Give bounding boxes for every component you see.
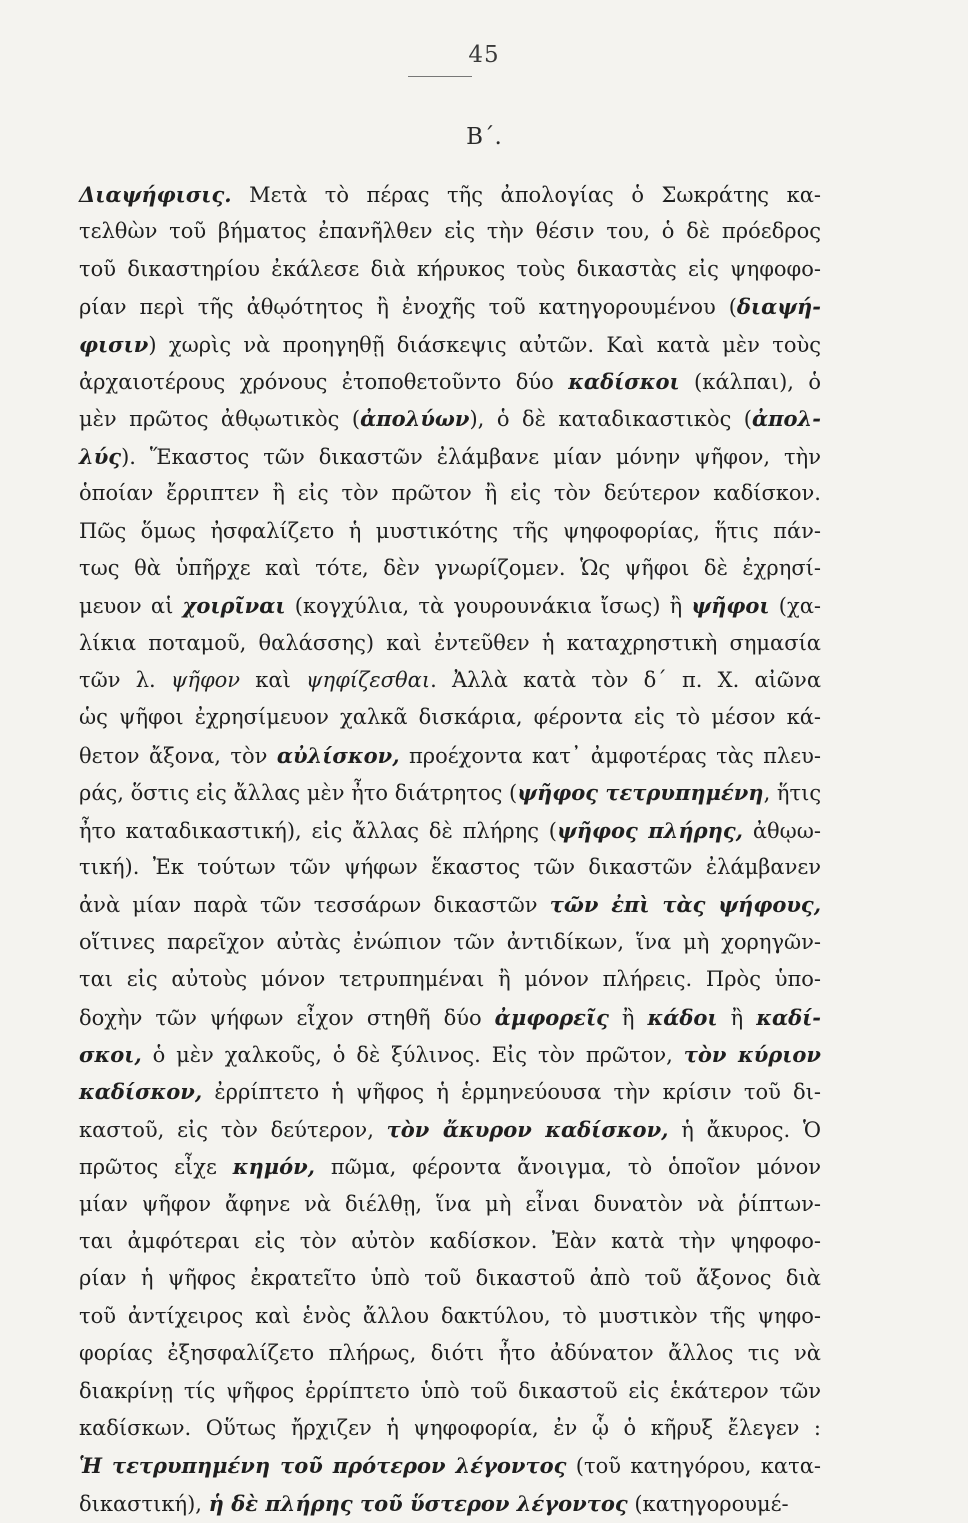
text-run: ). Ἕκαστος τῶν δικαστῶν ἐλάμβανε μίαν μόνην ψῆφον, τὴν bbox=[121, 444, 821, 469]
text-run: μευον αἱ bbox=[79, 594, 183, 619]
text-run: φορίας ἐξησφαλίζετο πλήρως, διότι ἦτο ἀδύνατον ἄλλος τις νὰ bbox=[79, 1341, 821, 1366]
text-run: Μετὰ τὸ πέρας τῆς ἀπολογίας ὁ Σωκράτης κα- bbox=[231, 183, 821, 207]
text-line bbox=[79, 326, 821, 363]
text-line bbox=[79, 1186, 821, 1223]
italic-term: ψῆφον bbox=[170, 668, 241, 693]
text-run: ται ἀμφότεραι εἰς τὸν αὐτὸν καδίσκον. Ἐὰν κατὰ τὴν ψηφοφο- bbox=[79, 1228, 821, 1253]
text-run: τική). Ἐκ τούτων τῶν ψήφων ἕκαστος τῶν δικαστῶν ἐλάμβανεν bbox=[79, 855, 821, 880]
emphasized-term: ἀμφορεῖς bbox=[494, 1004, 609, 1030]
text-line bbox=[79, 924, 821, 961]
page-number: 45 bbox=[468, 42, 500, 68]
text-run: ἦτο καταδικαστική), εἰς ἄλλας δὲ πλήρης ( bbox=[79, 818, 557, 843]
text-line bbox=[79, 999, 821, 1036]
text-run: δοχὴν τῶν ψήφων εἶχον στηθῆ δύο bbox=[79, 1005, 495, 1030]
text-run: ἐρρίπτετο ἡ ψῆφος ἡ ἑρμηνεύουσα τὴν κρίσιν τοῦ δι- bbox=[202, 1080, 821, 1105]
text-run: ἀθῳω- bbox=[743, 818, 822, 843]
text-line bbox=[79, 1447, 821, 1484]
emphasized-term: Ἡ τετρυπημένη τοῦ πρότερον λέγοντος bbox=[79, 1453, 567, 1479]
text-line bbox=[79, 213, 821, 250]
text-line bbox=[79, 774, 821, 811]
text-line bbox=[79, 400, 821, 437]
emphasized-term: ψῆφος τετρυπημένη bbox=[517, 780, 764, 806]
emphasized-term: κημόν, bbox=[232, 1154, 315, 1180]
text-run: ), ὁ δὲ καταδικαστικὸς ( bbox=[469, 407, 753, 432]
text-run: τοῦ δικαστηρίου ἐκάλεσε διὰ κήρυκος τοὺς δικαστὰς εἰς ψηφοφο- bbox=[79, 256, 821, 281]
text-run: ἢ bbox=[608, 1005, 648, 1030]
text-run: πρῶτος εἶχε bbox=[79, 1155, 233, 1180]
text-run: ρίαν περὶ τῆς ἀθῳότητος ἢ ἐνοχῆς τοῦ κατηγορουμένου ( bbox=[79, 295, 737, 320]
text-line bbox=[79, 1260, 821, 1297]
text-line bbox=[79, 625, 821, 662]
text-line bbox=[79, 849, 821, 886]
text-line bbox=[79, 176, 821, 213]
text-run: . Ἀλλὰ κατὰ τὸν δ΄ π. Χ. αἰῶνα bbox=[430, 668, 822, 693]
text-run: προέχοντα κατ᾽ ἀμφοτέρας τὰς πλευ- bbox=[399, 743, 821, 768]
text-line bbox=[79, 812, 821, 849]
text-line bbox=[79, 1223, 821, 1260]
text-line bbox=[79, 1373, 821, 1410]
text-line bbox=[79, 961, 821, 998]
text-line bbox=[79, 550, 821, 587]
emphasized-term: σκοι, bbox=[79, 1041, 142, 1067]
text-line bbox=[79, 1485, 821, 1522]
text-line bbox=[79, 886, 821, 923]
emphasized-term: αὐλίσκον, bbox=[276, 742, 400, 768]
page-number-rule bbox=[408, 76, 472, 77]
body-text bbox=[79, 176, 821, 1522]
text-line bbox=[79, 587, 821, 624]
text-run: δικαστική), bbox=[79, 1491, 209, 1516]
text-line bbox=[79, 1335, 821, 1372]
emphasized-term: φισιν bbox=[79, 331, 149, 357]
text-line bbox=[79, 1073, 821, 1110]
emphasized-term: τῶν ἐπὶ τὰς ψήφους, bbox=[549, 892, 821, 918]
text-run: τως θὰ ὑπῆρχε καὶ τότε, δὲν γνωρίζομεν. Ὡς ψῆφοι δὲ ἐχρησί- bbox=[79, 555, 821, 580]
text-run: ται εἰς αὐτοὺς μόνον τετρυπημέναι ἢ μόνον πλήρεις. Πρὸς ὑπο- bbox=[79, 967, 821, 992]
text-line bbox=[79, 1298, 821, 1335]
text-run: ἀνὰ μίαν παρὰ τῶν τεσσάρων δικαστῶν bbox=[79, 893, 550, 918]
emphasized-term: ψῆφοι bbox=[691, 593, 770, 619]
emphasized-term: ἀπολ- bbox=[752, 406, 821, 432]
text-run: τοῦ ἀντίχειρος καὶ ἑνὸς ἄλλου δακτύλου, τὸ μυστικὸν τῆς ψηφο- bbox=[79, 1303, 821, 1328]
emphasized-term: διαψή- bbox=[736, 294, 821, 320]
text-run: ρίαν ἡ ψῆφος ἐκρατεῖτο ὑπὸ τοῦ δικαστοῦ ἀπὸ τοῦ ἄξονος διὰ bbox=[79, 1266, 821, 1291]
text-run: πῶμα, φέροντα ἄνοιγμα, τὸ ὁποῖον μόνον bbox=[315, 1155, 821, 1180]
emphasized-term: τὸν ἄκυρον καδίσκον, bbox=[386, 1116, 669, 1142]
text-run: Πῶς ὅμως ἠσφαλίζετο ἡ μυστικότης τῆς ψηφοφορίας, ἥτις πάν- bbox=[79, 518, 821, 543]
text-run: διακρίνῃ τίς ψῆφος ἐρρίπτετο ὑπὸ τοῦ δικαστοῦ εἰς ἑκάτερον τῶν bbox=[79, 1378, 821, 1403]
section-heading: Β΄. bbox=[466, 124, 502, 150]
text-run: θετον ἄξονα, τὸν bbox=[79, 743, 277, 768]
text-run: (τοῦ κατηγόρου, κατα- bbox=[566, 1454, 821, 1479]
text-line bbox=[79, 475, 821, 512]
text-run: μὲν πρῶτος ἀθῳωτικὸς ( bbox=[79, 407, 361, 432]
text-line bbox=[79, 438, 821, 475]
text-run: λίκια ποταμοῦ, θαλάσσης) καὶ ἐντεῦθεν ἡ καταχρηστικὴ σημασία bbox=[79, 630, 821, 655]
text-line bbox=[79, 288, 821, 325]
emphasized-term: τὸν κύριον bbox=[683, 1041, 821, 1067]
text-run: ἡ ἄκυρος. Ὁ bbox=[668, 1117, 821, 1142]
text-line bbox=[79, 513, 821, 550]
text-run: καὶ bbox=[240, 668, 307, 693]
text-line bbox=[79, 251, 821, 288]
emphasized-term: Διαψήφισις. bbox=[79, 182, 232, 207]
text-run: καδίσκων. Οὕτως ἤρχιζεν ἡ ψηφοφορία, ἐν ᾧ ὁ κῆρυξ ἔλεγεν : bbox=[79, 1415, 821, 1440]
emphasized-term: ἡ δὲ πλήρης τοῦ ὕστερον λέγοντος bbox=[208, 1490, 628, 1516]
text-run: ἢ bbox=[717, 1005, 757, 1030]
text-line bbox=[79, 737, 821, 774]
text-line bbox=[79, 1036, 821, 1073]
text-line bbox=[79, 1410, 821, 1447]
text-run: μίαν ψῆφον ἄφηνε νὰ διέλθῃ, ἵνα μὴ εἶναι δυνατὸν νὰ ῥίπτων- bbox=[79, 1191, 821, 1216]
text-line bbox=[79, 1148, 821, 1185]
text-run: οἵτινες παρεῖχον αὐτὰς ἐνώπιον τῶν ἀντιδίκων, ἵνα μὴ χορηγῶν- bbox=[79, 929, 821, 954]
text-run: (κάλπαι), ὁ bbox=[679, 369, 821, 394]
text-run: , ἥτις bbox=[763, 781, 822, 806]
emphasized-term: καδίσκοι bbox=[568, 368, 680, 394]
text-run: (κογχύλια, τὰ γουρουνάκια ἴσως) ἢ bbox=[285, 594, 692, 619]
emphasized-term: ψῆφος πλήρης, bbox=[557, 817, 743, 843]
emphasized-term: καδίσκον, bbox=[79, 1079, 203, 1105]
text-run: ἀρχαιοτέρους χρόνους ἐτοποθετοῦντο δύο bbox=[79, 369, 569, 394]
text-run: (χα- bbox=[769, 594, 822, 619]
text-run: ράς, ὅστις εἰς ἄλλας μὲν ἦτο διάτρητος ( bbox=[79, 781, 518, 806]
text-line bbox=[79, 699, 821, 736]
text-run: ὁ μὲν χαλκοῦς, ὁ δὲ ξύλινος. Εἰς τὸν πρῶτον, bbox=[141, 1042, 684, 1067]
text-run: καστοῦ, εἰς τὸν δεύτερον, bbox=[79, 1117, 387, 1142]
emphasized-term: χοιρῖναι bbox=[182, 593, 286, 619]
text-line bbox=[79, 363, 821, 400]
emphasized-term: λύς bbox=[79, 443, 122, 469]
text-run: ) χωρὶς νὰ προηγηθῇ διάσκεψις αὐτῶν. Καὶ κατὰ μὲν τοὺς bbox=[148, 332, 821, 357]
text-line bbox=[79, 662, 821, 699]
emphasized-term: καδί- bbox=[756, 1004, 822, 1030]
emphasized-term: κάδοι bbox=[647, 1004, 718, 1030]
text-run: τῶν λ. bbox=[79, 668, 171, 693]
text-run: τελθὼν τοῦ βήματος ἐπανῆλθεν εἰς τὴν θέσιν του, ὁ δὲ πρόεδρος bbox=[79, 219, 821, 244]
italic-term: ψηφίζεσθαι bbox=[306, 668, 431, 693]
text-run: (κατηγορουμέ- bbox=[627, 1491, 789, 1516]
emphasized-term: ἀπολύων bbox=[360, 406, 470, 432]
text-line bbox=[79, 1111, 821, 1148]
text-run: ὡς ψῆφοι ἐχρησίμευον χαλκᾶ δισκάρια, φέροντα εἰς τὸ μέσον κά- bbox=[79, 705, 821, 730]
text-run: ὁποίαν ἔρριπτεν ἢ εἰς τὸν πρῶτον ἢ εἰς τὸν δεύτερον καδίσκον. bbox=[79, 481, 821, 506]
